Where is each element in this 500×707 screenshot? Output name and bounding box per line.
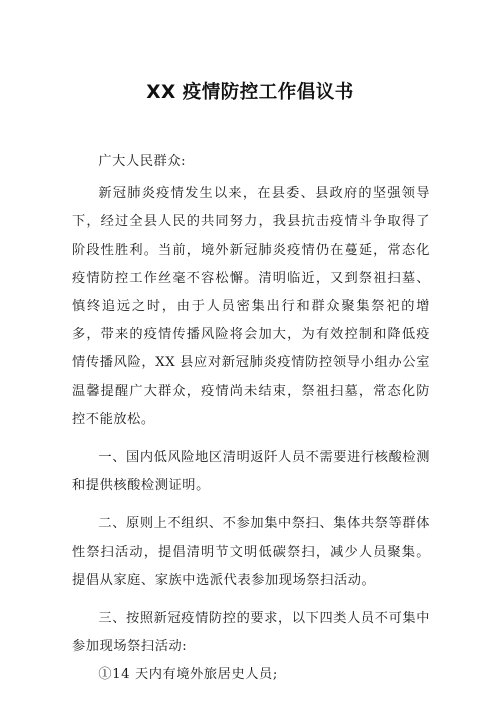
document-body — [72, 148, 430, 690]
point-2-paragraph: 二、原则上不组织、不参加集中祭扫、集体共祭等群体性祭扫活动，提倡清明节文明低碳祭扫，减少人员聚集。提倡从家庭、家族中选派代表参加现场祭扫活动。 — [72, 516, 430, 588]
point-3-paragraph: 三、按照新冠疫情防控的要求，以下四类人员不可集中参加现场祭扫活动: — [72, 611, 430, 655]
point-1-paragraph: 一、国内低风险地区清明返阡人员不需要进行核酸检测和提供核酸检测证明。 — [72, 450, 430, 494]
sub-item-1: ①14 天内有境外旅居史人员; — [98, 667, 278, 683]
document-title: XX 疫情防控工作倡议书 — [146, 82, 354, 103]
greeting: 广大人民群众: — [98, 154, 187, 169]
intro-paragraph: 新冠肺炎疫情发生以来，在县委、县政府的坚强领导下，经过全县人民的共同努力，我县抗击疫情斗争取得了阶段性胜利。当前，境外新冠肺炎疫情仍在蔓延，常态化疫情防控工作丝毫不容松懈。清明临近，又到祭祖扫墓、慎终追远之时，由于人员密集出行和群众聚集祭祀的增多，带来的疫情传播风险将会加大，为有效控制和降低疫情传播风险，XX 县应对新冠肺炎疫情防控领导小组办公室温馨提醒广大群众，疫情尚未结束，祭祖扫墓，常态化防控不能放松。 — [72, 186, 430, 427]
